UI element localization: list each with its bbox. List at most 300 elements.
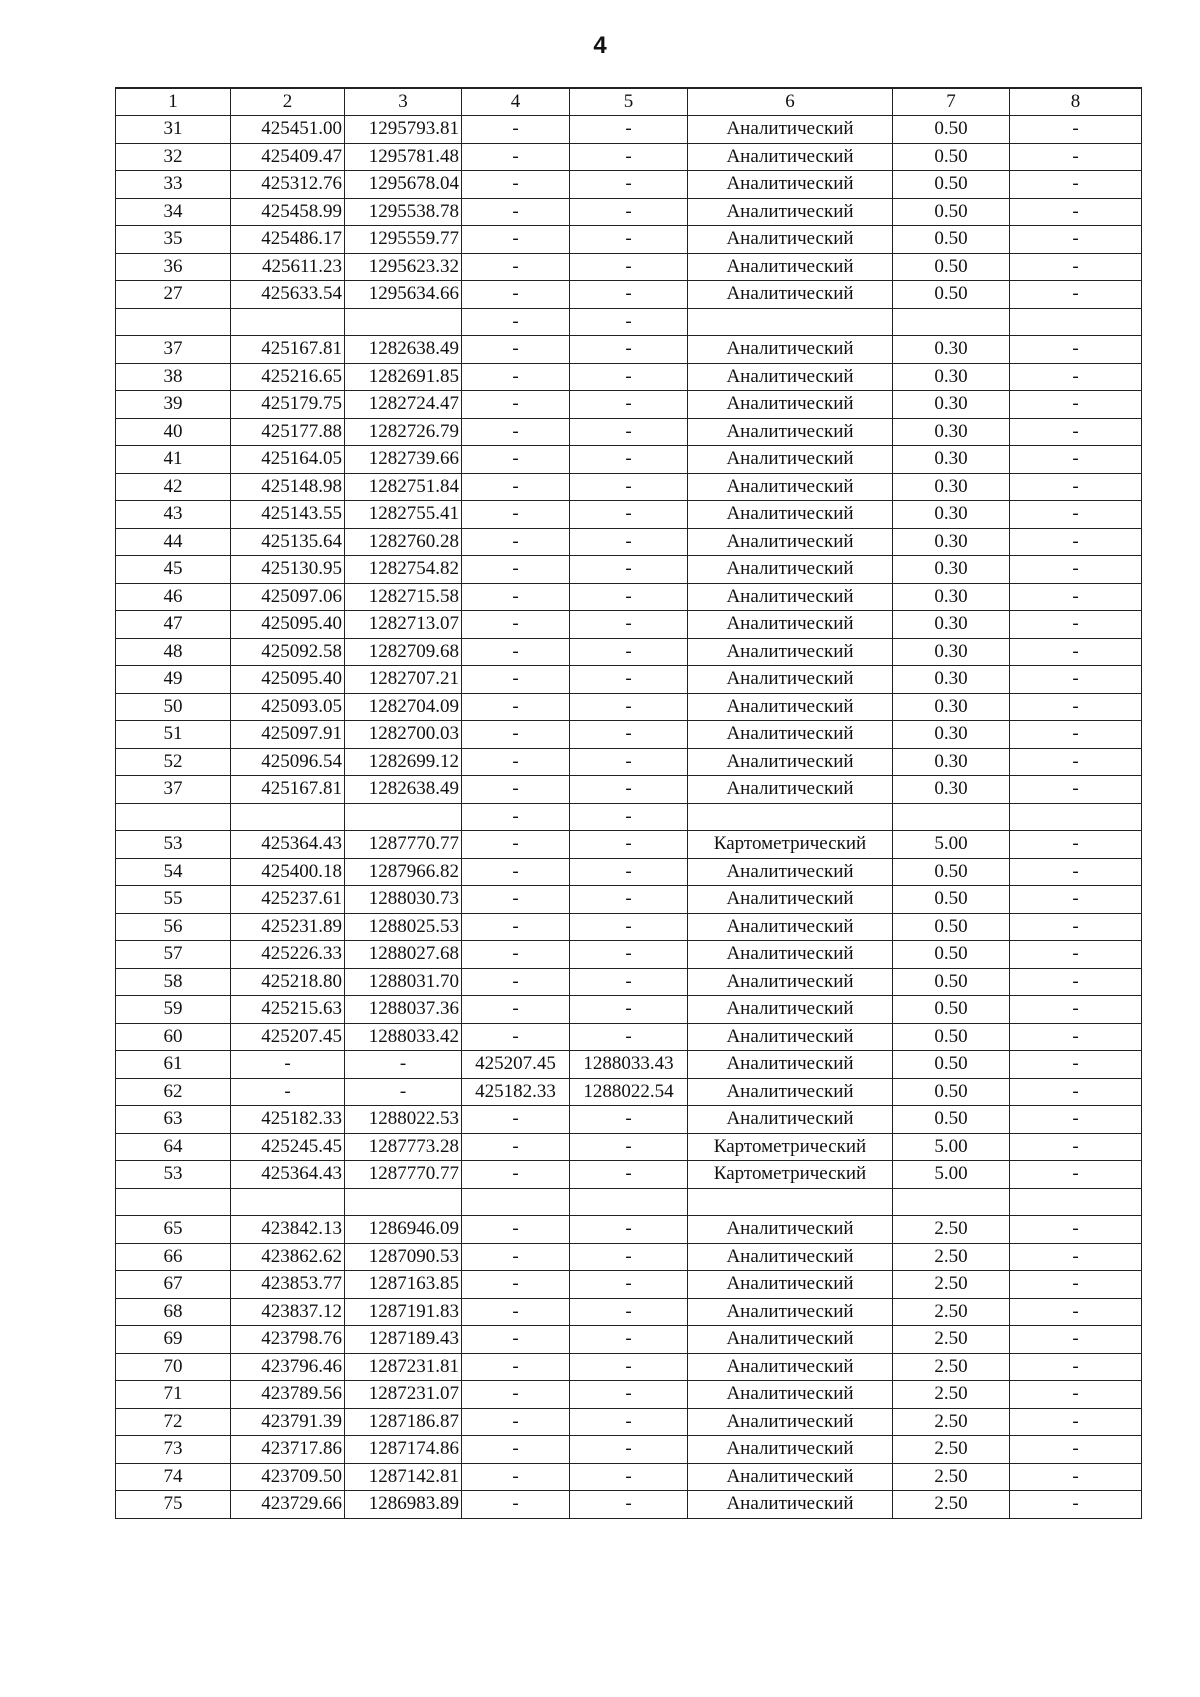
table-cell: -: [1010, 666, 1142, 694]
table-cell: Аналитический: [688, 1436, 893, 1464]
table-cell: Картометрический: [688, 831, 893, 859]
table-cell: 0.30: [893, 391, 1010, 419]
table-cell: Аналитический: [688, 446, 893, 474]
table-cell: 423791.39: [231, 1408, 345, 1436]
table-cell: -: [1010, 886, 1142, 914]
table-cell: -: [462, 226, 570, 254]
table-cell: 0.50: [893, 198, 1010, 226]
table-cell: 1282715.58: [345, 583, 462, 611]
table-cell: 425611.23: [231, 253, 345, 281]
table-cell: 61: [116, 1051, 231, 1079]
table-cell: 1287174.86: [345, 1436, 462, 1464]
table-row: [116, 886, 1142, 914]
table-cell: -: [462, 858, 570, 886]
table-cell: 0.50: [893, 171, 1010, 199]
table-cell: 71: [116, 1381, 231, 1409]
table-cell: -: [570, 666, 688, 694]
table-cell: 70: [116, 1353, 231, 1381]
table-cell: [116, 308, 231, 336]
table-cell: 1287231.81: [345, 1353, 462, 1381]
table-cell: -: [570, 1271, 688, 1299]
table-cell: -: [1010, 1051, 1142, 1079]
table-cell: 2.50: [893, 1381, 1010, 1409]
table-cell: -: [1010, 1326, 1142, 1354]
table-row: [116, 363, 1142, 391]
table-cell: 0.50: [893, 1051, 1010, 1079]
table-row: [116, 748, 1142, 776]
table-cell: -: [570, 473, 688, 501]
table-cell: 0.50: [893, 253, 1010, 281]
table-cell: -: [570, 198, 688, 226]
table-cell: 53: [116, 1161, 231, 1189]
table-cell: 59: [116, 996, 231, 1024]
table-cell: -: [1010, 1216, 1142, 1244]
table-cell: 1287770.77: [345, 1161, 462, 1189]
table-cell: -: [570, 1381, 688, 1409]
table-cell: 1295538.78: [345, 198, 462, 226]
table-cell: Аналитический: [688, 391, 893, 419]
table-cell: 2.50: [893, 1243, 1010, 1271]
table-cell: 1282751.84: [345, 473, 462, 501]
table-cell: -: [1010, 1491, 1142, 1519]
table-cell: -: [570, 391, 688, 419]
table-cell: 1288031.70: [345, 968, 462, 996]
table-cell: 425167.81: [231, 336, 345, 364]
table-cell: -: [1010, 446, 1142, 474]
table-row: [116, 1436, 1142, 1464]
table-cell: [893, 308, 1010, 336]
table-cell: Аналитический: [688, 363, 893, 391]
table-cell: 1282638.49: [345, 336, 462, 364]
table-cell: 1282699.12: [345, 748, 462, 776]
table-cell: -: [462, 996, 570, 1024]
table-cell: Аналитический: [688, 1051, 893, 1079]
table-cell: -: [345, 1078, 462, 1106]
table-cell: -: [570, 528, 688, 556]
table-row: [116, 528, 1142, 556]
table-cell: 67: [116, 1271, 231, 1299]
table-cell: -: [462, 1216, 570, 1244]
table-cell: -: [570, 831, 688, 859]
table-cell: Аналитический: [688, 501, 893, 529]
table-cell: 42: [116, 473, 231, 501]
table-cell: -: [570, 1463, 688, 1491]
table-cell: 0.50: [893, 1078, 1010, 1106]
table-cell: -: [570, 721, 688, 749]
table-cell: -: [1010, 913, 1142, 941]
table-cell: -: [462, 1106, 570, 1134]
table-cell: 38: [116, 363, 231, 391]
table-cell: -: [570, 1161, 688, 1189]
table-cell: 1288022.53: [345, 1106, 462, 1134]
table-cell: 5.00: [893, 1161, 1010, 1189]
table-cell: 35: [116, 226, 231, 254]
table-cell: Картометрический: [688, 1133, 893, 1161]
table-cell: -: [1010, 996, 1142, 1024]
table-row: [116, 391, 1142, 419]
table-cell: -: [462, 803, 570, 831]
table-cell: 0.30: [893, 776, 1010, 804]
table-header-cell: 3: [345, 88, 462, 116]
table-cell: Аналитический: [688, 473, 893, 501]
table-cell: -: [1010, 171, 1142, 199]
table-cell: 1282691.85: [345, 363, 462, 391]
table-cell: [345, 1188, 462, 1216]
table-cell: 1287773.28: [345, 1133, 462, 1161]
table-cell: 0.50: [893, 941, 1010, 969]
table-cell: -: [570, 226, 688, 254]
table-cell: 1282754.82: [345, 556, 462, 584]
table-cell: 0.30: [893, 556, 1010, 584]
table-cell: 425177.88: [231, 418, 345, 446]
table-cell: 0.30: [893, 721, 1010, 749]
table-cell: -: [1010, 776, 1142, 804]
table-cell: 1287163.85: [345, 1271, 462, 1299]
table-cell: 5.00: [893, 831, 1010, 859]
table-cell: -: [1010, 253, 1142, 281]
table-cell: -: [570, 1326, 688, 1354]
table-cell: 1282755.41: [345, 501, 462, 529]
table-cell: -: [462, 446, 570, 474]
table-cell: -: [462, 666, 570, 694]
table-cell: 57: [116, 941, 231, 969]
table-cell: -: [462, 1381, 570, 1409]
table-cell: Аналитический: [688, 1216, 893, 1244]
table-cell: -: [570, 253, 688, 281]
table-cell: -: [462, 1023, 570, 1051]
table-cell: -: [570, 363, 688, 391]
table-cell: Аналитический: [688, 253, 893, 281]
table-cell: Аналитический: [688, 611, 893, 639]
table-cell: 69: [116, 1326, 231, 1354]
table-cell: 50: [116, 693, 231, 721]
table-cell: 37: [116, 776, 231, 804]
table-cell: 425182.33: [462, 1078, 570, 1106]
table-cell: Аналитический: [688, 556, 893, 584]
table-header-row: [116, 88, 1142, 116]
table-cell: -: [462, 748, 570, 776]
table-cell: 66: [116, 1243, 231, 1271]
table-cell: 0.30: [893, 528, 1010, 556]
table-cell: 43: [116, 501, 231, 529]
table-cell: -: [462, 473, 570, 501]
table-cell: -: [1010, 1271, 1142, 1299]
table-cell: Аналитический: [688, 1381, 893, 1409]
table-cell: 425097.91: [231, 721, 345, 749]
table-cell: -: [462, 886, 570, 914]
table-row: [116, 1353, 1142, 1381]
table-row: [116, 501, 1142, 529]
table-cell: 2.50: [893, 1326, 1010, 1354]
table-cell: 0.50: [893, 281, 1010, 309]
table-cell: 425207.45: [231, 1023, 345, 1051]
table-cell: 0.30: [893, 748, 1010, 776]
table-cell: Аналитический: [688, 116, 893, 144]
table-cell: 425409.47: [231, 143, 345, 171]
table-cell: -: [570, 1491, 688, 1519]
table-cell: 425143.55: [231, 501, 345, 529]
table-row: [116, 473, 1142, 501]
table-cell: 2.50: [893, 1408, 1010, 1436]
table-cell: -: [462, 1436, 570, 1464]
table-cell: -: [231, 1078, 345, 1106]
table-cell: [345, 308, 462, 336]
table-cell: 1295781.48: [345, 143, 462, 171]
table-cell: 2.50: [893, 1216, 1010, 1244]
table-cell: 1286946.09: [345, 1216, 462, 1244]
table-cell: 31: [116, 116, 231, 144]
table-cell: 5.00: [893, 1133, 1010, 1161]
table-cell: [116, 803, 231, 831]
table-cell: 60: [116, 1023, 231, 1051]
table-row: [116, 1078, 1142, 1106]
table-cell: -: [1010, 336, 1142, 364]
table-cell: 1295634.66: [345, 281, 462, 309]
table-cell: 425093.05: [231, 693, 345, 721]
table-cell: 1287189.43: [345, 1326, 462, 1354]
table-cell: 0.50: [893, 858, 1010, 886]
table-cell: [688, 803, 893, 831]
table-cell: -: [1010, 1106, 1142, 1134]
table-cell: 56: [116, 913, 231, 941]
page-number: 4: [593, 32, 607, 59]
table-cell: -: [570, 501, 688, 529]
table-cell: -: [570, 116, 688, 144]
table-cell: -: [1010, 721, 1142, 749]
table-row: [116, 611, 1142, 639]
table-cell: -: [1010, 1436, 1142, 1464]
table-cell: -: [462, 831, 570, 859]
table-cell: Аналитический: [688, 143, 893, 171]
table-cell: Аналитический: [688, 1408, 893, 1436]
table-cell: 1282726.79: [345, 418, 462, 446]
table-cell: -: [462, 913, 570, 941]
table-row: [116, 638, 1142, 666]
table-cell: -: [570, 336, 688, 364]
table-cell: 0.50: [893, 996, 1010, 1024]
table-cell: 0.30: [893, 336, 1010, 364]
table-cell: 1282707.21: [345, 666, 462, 694]
table-cell: 1282704.09: [345, 693, 462, 721]
table-row: [116, 858, 1142, 886]
table-header-cell: 8: [1010, 88, 1142, 116]
table-cell: 425237.61: [231, 886, 345, 914]
table-row: [116, 1106, 1142, 1134]
table-cell: 1287090.53: [345, 1243, 462, 1271]
table-cell: -: [462, 501, 570, 529]
table-cell: 1282739.66: [345, 446, 462, 474]
table-cell: 73: [116, 1436, 231, 1464]
table-cell: -: [570, 1353, 688, 1381]
table-cell: Картометрический: [688, 1161, 893, 1189]
table-cell: 425226.33: [231, 941, 345, 969]
table-cell: 0.30: [893, 666, 1010, 694]
table-row: [116, 116, 1142, 144]
table-cell: -: [462, 198, 570, 226]
table-cell: 0.50: [893, 968, 1010, 996]
table-cell: 58: [116, 968, 231, 996]
table-cell: -: [570, 583, 688, 611]
table-cell: -: [462, 281, 570, 309]
table-cell: -: [462, 1326, 570, 1354]
table-cell: -: [570, 1106, 688, 1134]
table-row: [116, 1326, 1142, 1354]
table-cell: -: [462, 143, 570, 171]
table-row: [116, 1463, 1142, 1491]
table-cell: 425207.45: [462, 1051, 570, 1079]
table-row: [116, 198, 1142, 226]
table-cell: 34: [116, 198, 231, 226]
table-cell: -: [1010, 1463, 1142, 1491]
table-cell: 425451.00: [231, 116, 345, 144]
table-cell: 423798.76: [231, 1326, 345, 1354]
table-cell: Аналитический: [688, 666, 893, 694]
table-cell: 49: [116, 666, 231, 694]
table-cell: -: [462, 968, 570, 996]
table-cell: 423709.50: [231, 1463, 345, 1491]
table-cell: -: [1010, 501, 1142, 529]
table-cell: [570, 1188, 688, 1216]
table-cell: -: [570, 913, 688, 941]
table-cell: 55: [116, 886, 231, 914]
table-cell: -: [1010, 1353, 1142, 1381]
table-row: [116, 776, 1142, 804]
table-row: [116, 1051, 1142, 1079]
table-cell: 0.50: [893, 116, 1010, 144]
table-cell: -: [462, 391, 570, 419]
table-cell: -: [570, 1408, 688, 1436]
table-cell: 41: [116, 446, 231, 474]
table-cell: 1287770.77: [345, 831, 462, 859]
table-cell: 425182.33: [231, 1106, 345, 1134]
table-cell: 0.30: [893, 611, 1010, 639]
table-cell: 1282700.03: [345, 721, 462, 749]
table-cell: Аналитический: [688, 941, 893, 969]
table-cell: 45: [116, 556, 231, 584]
table-header-cell: 2: [231, 88, 345, 116]
table-cell: 425215.63: [231, 996, 345, 1024]
table-cell: 33: [116, 171, 231, 199]
table-cell: -: [462, 776, 570, 804]
table-cell: 0.30: [893, 473, 1010, 501]
table-cell: -: [462, 941, 570, 969]
table-cell: Аналитический: [688, 1353, 893, 1381]
table-cell: -: [462, 1161, 570, 1189]
table-cell: 63: [116, 1106, 231, 1134]
table-cell: -: [462, 253, 570, 281]
table-cell: 423853.77: [231, 1271, 345, 1299]
table-cell: 425245.45: [231, 1133, 345, 1161]
table-row: [116, 1133, 1142, 1161]
table-cell: -: [462, 418, 570, 446]
table-row: [116, 336, 1142, 364]
table-row: [116, 226, 1142, 254]
table-cell: 425458.99: [231, 198, 345, 226]
table-cell: 1287186.87: [345, 1408, 462, 1436]
table-cell: -: [1010, 1408, 1142, 1436]
table-cell: -: [570, 308, 688, 336]
table-cell: Аналитический: [688, 776, 893, 804]
table-cell: 425164.05: [231, 446, 345, 474]
table-cell: 64: [116, 1133, 231, 1161]
table-cell: 425092.58: [231, 638, 345, 666]
table-cell: -: [1010, 418, 1142, 446]
table-cell: 1282713.07: [345, 611, 462, 639]
table-cell: -: [462, 1133, 570, 1161]
table-cell: Аналитический: [688, 1023, 893, 1051]
table-cell: -: [570, 776, 688, 804]
table-cell: 0.30: [893, 446, 1010, 474]
table-cell: -: [570, 1023, 688, 1051]
table-row: [116, 1161, 1142, 1189]
table-cell: 0.50: [893, 1106, 1010, 1134]
table-cell: -: [1010, 116, 1142, 144]
table-cell: Аналитический: [688, 1243, 893, 1271]
table-cell: 423789.56: [231, 1381, 345, 1409]
table-cell: 1282724.47: [345, 391, 462, 419]
table-cell: -: [462, 171, 570, 199]
table-cell: -: [462, 1408, 570, 1436]
table-row: [116, 1298, 1142, 1326]
table-cell: Аналитический: [688, 226, 893, 254]
table-cell: -: [462, 693, 570, 721]
table-cell: -: [1010, 1133, 1142, 1161]
table-cell: -: [570, 143, 688, 171]
table-cell: 2.50: [893, 1463, 1010, 1491]
table-cell: 1288027.68: [345, 941, 462, 969]
table-cell: Аналитический: [688, 336, 893, 364]
table-cell: 1282638.49: [345, 776, 462, 804]
table-cell: 425167.81: [231, 776, 345, 804]
table-cell: -: [1010, 226, 1142, 254]
table-cell: -: [462, 1353, 570, 1381]
table-row: [116, 803, 1142, 831]
table-cell: 1288033.42: [345, 1023, 462, 1051]
table-cell: 425097.06: [231, 583, 345, 611]
table-cell: 48: [116, 638, 231, 666]
table-cell: [231, 308, 345, 336]
table-cell: [688, 1188, 893, 1216]
table-row: [116, 1023, 1142, 1051]
table-cell: 0.30: [893, 583, 1010, 611]
table-cell: 423729.66: [231, 1491, 345, 1519]
table-header-cell: 6: [688, 88, 893, 116]
table-row: [116, 968, 1142, 996]
table-cell: Аналитический: [688, 198, 893, 226]
table-cell: -: [1010, 1298, 1142, 1326]
table-cell: -: [462, 556, 570, 584]
table-cell: -: [570, 171, 688, 199]
table-cell: 1295623.32: [345, 253, 462, 281]
table-cell: Аналитический: [688, 1491, 893, 1519]
table-row: [116, 1271, 1142, 1299]
table-row: [116, 693, 1142, 721]
table-cell: 2.50: [893, 1491, 1010, 1519]
table-cell: 423842.13: [231, 1216, 345, 1244]
table-cell: -: [1010, 693, 1142, 721]
table-cell: [688, 308, 893, 336]
table-cell: -: [462, 528, 570, 556]
table-cell: Аналитический: [688, 1271, 893, 1299]
table-cell: Аналитический: [688, 1463, 893, 1491]
table-cell: 423862.62: [231, 1243, 345, 1271]
table-cell: -: [462, 1463, 570, 1491]
table-cell: 425095.40: [231, 611, 345, 639]
table-cell: 74: [116, 1463, 231, 1491]
table-cell: 0.50: [893, 226, 1010, 254]
table-cell: 1287142.81: [345, 1463, 462, 1491]
table-cell: Аналитический: [688, 968, 893, 996]
